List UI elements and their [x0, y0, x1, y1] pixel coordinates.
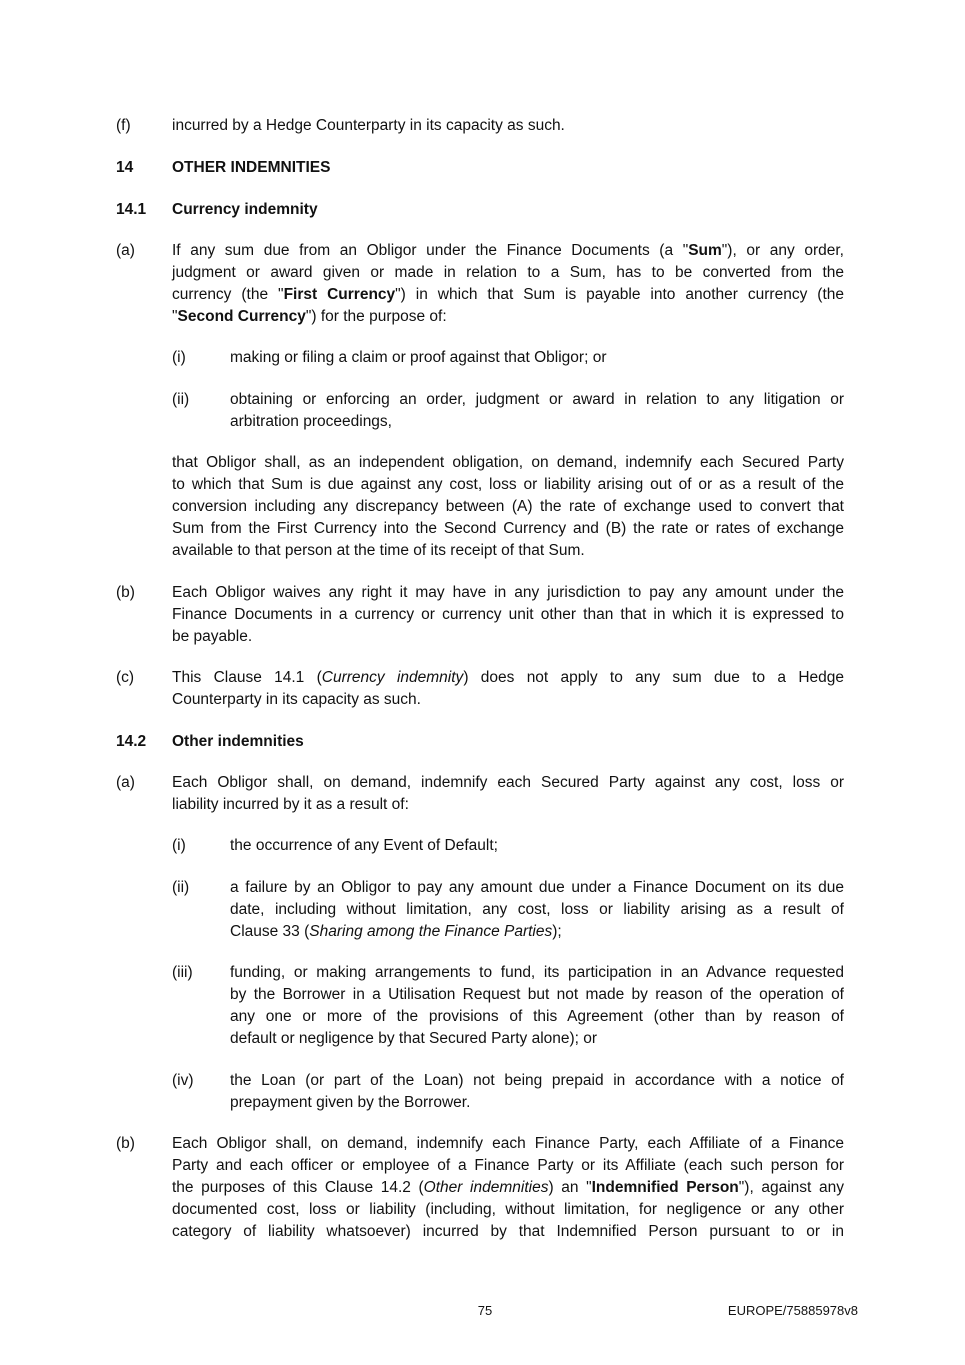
clause-line: Sum from the First Currency into the Second Currency and (B) the rate or rates of exchange: [172, 520, 844, 537]
clause-reference: Other indemnities: [423, 1179, 549, 1196]
subclause-text: the occurrence of any Event of Default;: [230, 837, 498, 854]
defined-term: Indemnified Person: [591, 1179, 739, 1196]
subclause-line: date, including without limitation, any cost, loss or liability arising as a result of: [230, 901, 844, 918]
subclause-line: obtaining or enforcing an order, judgment or award in relation to any litigation or: [230, 391, 844, 408]
subclause-label: (ii): [172, 879, 190, 896]
clause-label: (b): [116, 584, 135, 601]
clause-line: currency (the "First Currency") in which that Sum is payable into another currency (the: [172, 286, 844, 303]
subsection-title: Other indemnities: [172, 733, 304, 750]
subsection-number: 14.1: [116, 201, 147, 218]
clause-line: liability incurred by it as a result of:: [172, 796, 409, 813]
section-title: OTHER INDEMNITIES: [172, 159, 331, 176]
clause-label: (f): [116, 117, 131, 134]
clause-label: (a): [116, 242, 135, 259]
subclause-line: by the Borrower in a Utilisation Request but not made by reason of the operation of: [230, 986, 844, 1003]
subclause-line: funding, or making arrangements to fund, its participation in an Advance requested: [230, 964, 844, 981]
clause-line: Each Obligor waives any right it may have in any jurisdiction to pay any amount under the: [172, 584, 844, 601]
defined-term: Second Currency: [177, 308, 306, 325]
subclause-label: (ii): [172, 391, 190, 408]
clause-line: Party and each officer or employee of a Finance Party or its Affiliate (each such person for: [172, 1157, 844, 1174]
clause-label: (b): [116, 1135, 135, 1152]
clause-line: If any sum due from an Obligor under the Finance Documents (a "Sum"), or any order,: [172, 242, 844, 259]
subclause-line: any one or more of the provisions of this Agreement (other than by reason of: [230, 1008, 844, 1025]
clause-label: (a): [116, 774, 135, 791]
clause-line: be payable.: [172, 628, 253, 645]
clause-line: Each Obligor shall, on demand, indemnify each Secured Party against any cost, loss or: [172, 774, 844, 791]
clause-line: documented cost, loss or liability (including, without limitation, for negligence or any other: [172, 1201, 844, 1218]
subclause-label: (i): [172, 349, 186, 366]
defined-term: Sum: [688, 242, 722, 259]
clause-line: Finance Documents in a currency or currency unit other than that in which it is expressed to: [172, 606, 844, 623]
subclause-label: (iv): [172, 1072, 194, 1089]
clause-reference: Currency indemnity: [321, 669, 464, 686]
section-number: 14: [116, 159, 134, 176]
subsection-number: 14.2: [116, 733, 147, 750]
subclause-line: Clause 33 (Sharing among the Finance Parties);: [230, 923, 562, 940]
subclause-line: default or negligence by that Secured Party alone); or: [230, 1030, 598, 1047]
subclause-line: the Loan (or part of the Loan) not being prepaid in accordance with a notice of: [230, 1072, 844, 1089]
clause-reference: Sharing among the Finance Parties: [309, 923, 553, 940]
subclause-text: making or filing a claim or proof against that Obligor; or: [230, 349, 607, 366]
subclause-label: (i): [172, 837, 186, 854]
subsection-title: Currency indemnity: [172, 201, 318, 218]
clause-line: Each Obligor shall, on demand, indemnify each Finance Party, each Affiliate of a Finance: [172, 1135, 844, 1152]
clause-line: category of liability whatsoever) incurred by that Indemnified Person pursuant to or in: [172, 1223, 844, 1240]
clause-line: the purposes of this Clause 14.2 (Other indemnities) an "Indemnified Person"), against any: [172, 1179, 844, 1196]
clause-line: to which that Sum is due against any cost, loss or liability arising out of or as a result of the: [172, 476, 844, 493]
clause-line: "Second Currency") for the purpose of:: [172, 308, 447, 325]
subclause-line: a failure by an Obligor to pay any amount due under a Finance Document on its due: [230, 879, 844, 896]
subclause-label: (iii): [172, 964, 193, 981]
clause-line: conversion including any discrepancy between (A) the rate of exchange used to convert that: [172, 498, 844, 515]
clause-line: judgment or award given or made in relation to a Sum, has to be converted from the: [172, 264, 844, 281]
clause-line: Counterparty in its capacity as such.: [172, 691, 421, 708]
document-reference: EUROPE/75885978v8: [727, 1303, 858, 1318]
clause-line: available to that person at the time of its receipt of that Sum.: [172, 542, 585, 559]
page-number: 75: [477, 1303, 493, 1318]
subclause-line: arbitration proceedings,: [230, 413, 392, 430]
clause-label: (c): [116, 669, 135, 686]
clause-line: This Clause 14.1 (Currency indemnity) does not apply to any sum due to a Hedge: [172, 669, 845, 686]
subclause-line: prepayment given by the Borrower.: [230, 1094, 471, 1111]
defined-term: First Currency: [283, 286, 396, 303]
clause-text: incurred by a Hedge Counterparty in its capacity as such.: [172, 117, 565, 134]
clause-line: that Obligor shall, as an independent obligation, on demand, indemnify each Secured Party: [172, 454, 844, 471]
